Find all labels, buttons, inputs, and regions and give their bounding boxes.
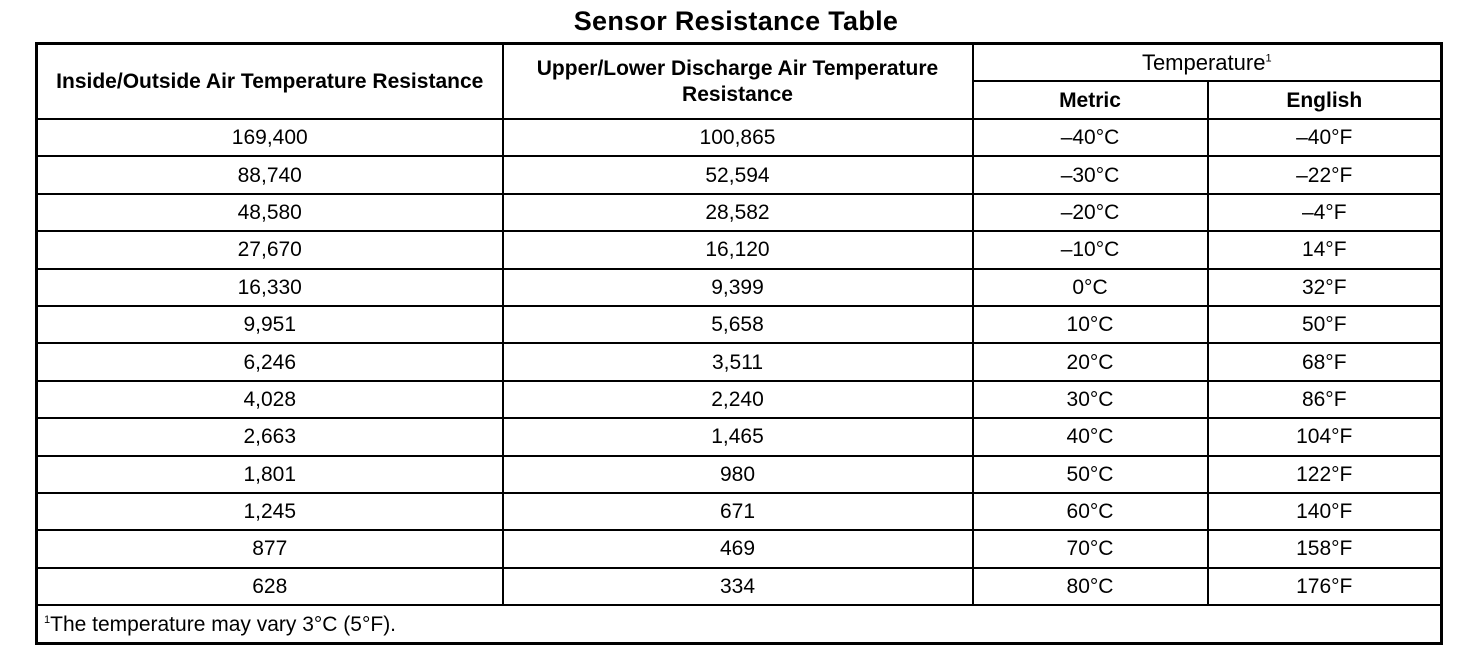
cell-inside-outside-resistance: 6,246 — [37, 343, 503, 380]
cell-inside-outside-resistance: 628 — [37, 568, 503, 605]
cell-metric: –40°C — [973, 119, 1208, 156]
header-english: English — [1208, 81, 1442, 119]
cell-discharge-resistance: 671 — [503, 493, 973, 530]
cell-metric: –10°C — [973, 231, 1208, 268]
cell-inside-outside-resistance: 9,951 — [37, 306, 503, 343]
cell-english: 104°F — [1208, 418, 1442, 455]
sensor-resistance-table — [35, 42, 1443, 645]
header-temperature-label: Temperature — [1141, 49, 1266, 75]
cell-english: –22°F — [1208, 156, 1442, 193]
cell-inside-outside-resistance: 2,663 — [37, 418, 503, 455]
cell-inside-outside-resistance: 169,400 — [37, 119, 503, 156]
header-discharge-resistance: Upper/Lower Discharge Air Temperature Resistance — [503, 44, 973, 120]
table-title: Sensor Resistance Table — [573, 6, 899, 36]
cell-english: –4°F — [1208, 194, 1442, 231]
cell-english: 140°F — [1208, 493, 1442, 530]
table-row — [37, 231, 1442, 268]
cell-english: 68°F — [1208, 343, 1442, 380]
cell-metric: 70°C — [973, 530, 1208, 567]
cell-metric: –20°C — [973, 194, 1208, 231]
table-row — [37, 568, 1442, 605]
cell-discharge-resistance: 469 — [503, 530, 973, 567]
table-row — [37, 381, 1442, 418]
header-metric: Metric — [973, 81, 1208, 119]
footnote-text: The temperature may vary 3°C (5°F). — [50, 612, 397, 636]
cell-english: 32°F — [1208, 269, 1442, 306]
cell-discharge-resistance: 980 — [503, 456, 973, 493]
header-temperature — [973, 44, 1442, 82]
footnote — [37, 605, 1442, 644]
table-row — [37, 530, 1442, 567]
cell-inside-outside-resistance: 1,245 — [37, 493, 503, 530]
cell-metric: 30°C — [973, 381, 1208, 418]
table-row — [37, 418, 1442, 455]
cell-metric: 20°C — [973, 343, 1208, 380]
table-row — [37, 343, 1442, 380]
cell-inside-outside-resistance: 1,801 — [37, 456, 503, 493]
cell-discharge-resistance: 334 — [503, 568, 973, 605]
cell-metric: 50°C — [973, 456, 1208, 493]
table-row — [37, 269, 1442, 306]
cell-inside-outside-resistance: 4,028 — [37, 381, 503, 418]
cell-inside-outside-resistance: 27,670 — [37, 231, 503, 268]
header-inside-outside-resistance: Inside/Outside Air Temperature Resistance — [37, 44, 503, 120]
cell-inside-outside-resistance: 88,740 — [37, 156, 503, 193]
cell-english: –40°F — [1208, 119, 1442, 156]
cell-discharge-resistance: 1,465 — [503, 418, 973, 455]
table-row — [37, 194, 1442, 231]
cell-metric: 40°C — [973, 418, 1208, 455]
cell-english: 122°F — [1208, 456, 1442, 493]
table-body — [37, 119, 1442, 605]
table-row — [37, 456, 1442, 493]
table-row — [37, 493, 1442, 530]
cell-discharge-resistance: 2,240 — [503, 381, 973, 418]
cell-english: 176°F — [1208, 568, 1442, 605]
cell-english: 50°F — [1208, 306, 1442, 343]
table-row — [37, 306, 1442, 343]
cell-english: 158°F — [1208, 530, 1442, 567]
cell-discharge-resistance: 9,399 — [503, 269, 973, 306]
cell-discharge-resistance: 5,658 — [503, 306, 973, 343]
cell-metric: 0°C — [973, 269, 1208, 306]
table-row — [37, 119, 1442, 156]
cell-discharge-resistance: 16,120 — [503, 231, 973, 268]
cell-inside-outside-resistance: 16,330 — [37, 269, 503, 306]
cell-discharge-resistance: 52,594 — [503, 156, 973, 193]
cell-metric: –30°C — [973, 156, 1208, 193]
cell-discharge-resistance: 100,865 — [503, 119, 973, 156]
cell-discharge-resistance: 3,511 — [503, 343, 973, 380]
cell-metric: 10°C — [973, 306, 1208, 343]
cell-inside-outside-resistance: 877 — [37, 530, 503, 567]
cell-english: 14°F — [1208, 231, 1442, 268]
cell-english: 86°F — [1208, 381, 1442, 418]
cell-metric: 80°C — [973, 568, 1208, 605]
table-row — [37, 156, 1442, 193]
footnote-ref: 1 — [1265, 52, 1272, 65]
cell-metric: 60°C — [973, 493, 1208, 530]
footnote-marker: 1 — [44, 613, 51, 626]
cell-inside-outside-resistance: 48,580 — [37, 194, 503, 231]
cell-discharge-resistance: 28,582 — [503, 194, 973, 231]
